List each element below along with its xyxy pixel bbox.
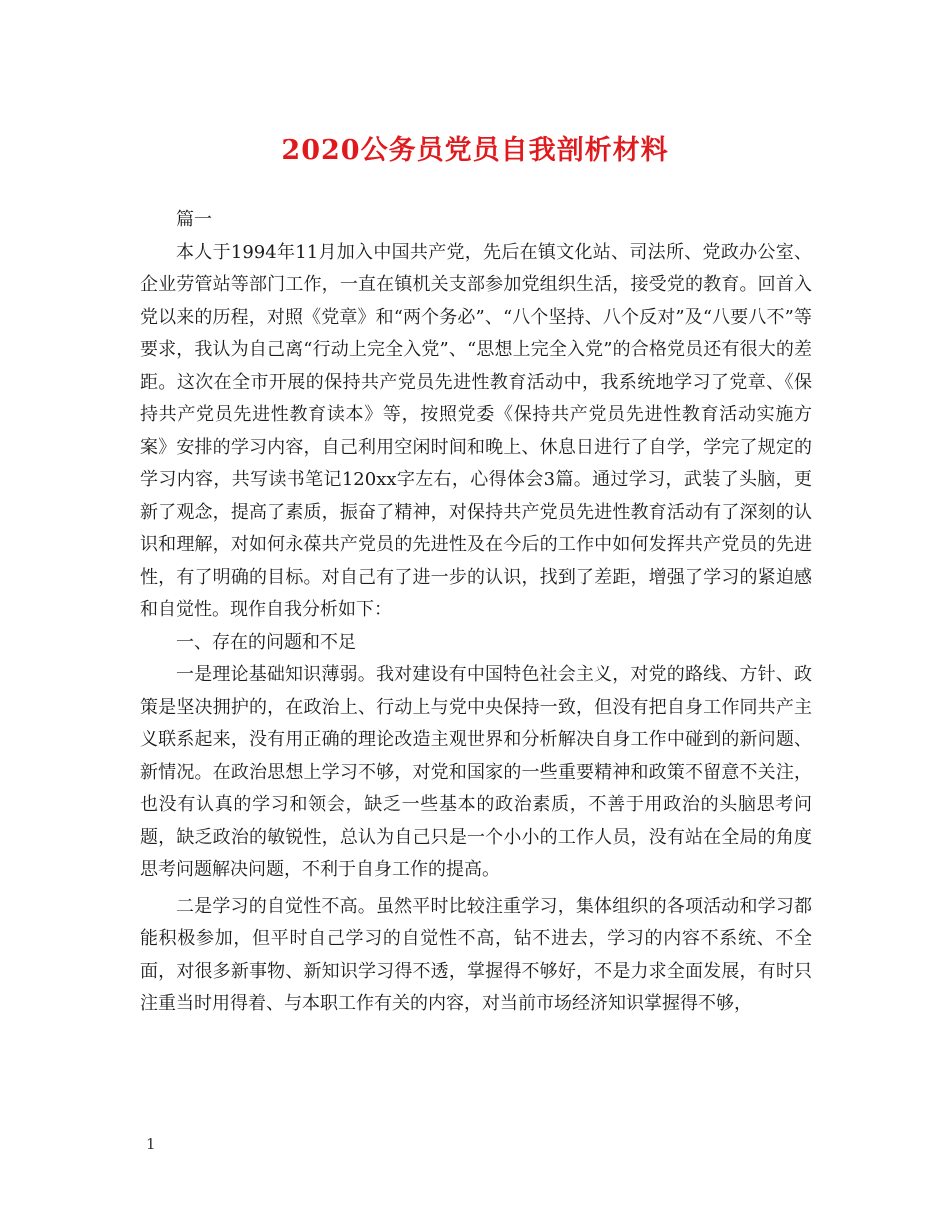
document-body — [140, 204, 812, 1021]
paragraph-theory-weakness: 一是理论基础知识薄弱。我对建设有中国特色社会主义，对党的路线、方针、政策是坚决拥护的，在政治上、行动上与党中央保持一致，但没有把自身工作同共产主义联系起来，没有用正确的理论改造主观世界和分析解决自身工作中碰到的新问题、新情况。在政治思想上学习不够，对党和国家的一些重要精神和政策不留意不关注，也没有认真的学习和领会，缺乏一些基本的政治素质，不善于用政治的头脑思考问题，缺乏政治的敏锐性，总认为自己只是一个小小的工作人员，没有站在全局的角度思考问题解决问题，不利于自身工作的提高。 — [140, 664, 812, 880]
page-number: 1 — [146, 1135, 156, 1153]
paragraph-introduction: 本人于1994年11月加入中国共产党，先后在镇文化站、司法所、党政办公室、企业劳管站等部门工作，一直在镇机关支部参加党组织生活，接受党的教育。回首入党以来的历程，对照《党章》和“两个务必”、“八个坚持、八个反对”及“八要八不”等要求，我认为自己离“行动上完全入党”、“思想上完全入党”的合格党员还有很大的差距。这次在全市开展的保持共产党员先进性教育活动中，我系统地学习了党章、《保持共产党员先进性教育读本》等，按照党委《保持共产党员先进性教育活动实施方案》安排的学习内容，自己利用空闲时间和晚上、休息日进行了自学，学完了规定的学习内容，共写读书笔记120xx字左右，心得体会3篇。通过学习，武装了头脑，更新了观念，提高了素质，振奋了精神，对保持共产党员先进性教育活动有了深刻的认识和理解，对如何永葆共产党员的先进性及在今后的工作中如何发挥共产党员的先进性，有了明确的目标。对自己有了进一步的认识，找到了差距，增强了学习的紧迫感和自觉性。现作自我分析如下： — [140, 241, 812, 620]
document-title: 2020公务员党员自我剖析材料 — [281, 135, 669, 166]
paragraph-study-awareness: 二是学习的自觉性不高。虽然平时比较注重学习，集体组织的各项活动和学习都能积极参加，但平时自己学习的自觉性不高，钻不进去，学习的内容不系统、不全面，对很多新事物、新知识学习得不透，掌握得不够好，不是力求全面发展，有时只注重当时用得着、与本职工作有关的内容，对当前市场经济知识掌握得不够， — [140, 895, 812, 1014]
section-heading-part-one: 篇一 — [176, 209, 212, 230]
section-heading-problems: 一、存在的问题和不足 — [176, 631, 356, 653]
